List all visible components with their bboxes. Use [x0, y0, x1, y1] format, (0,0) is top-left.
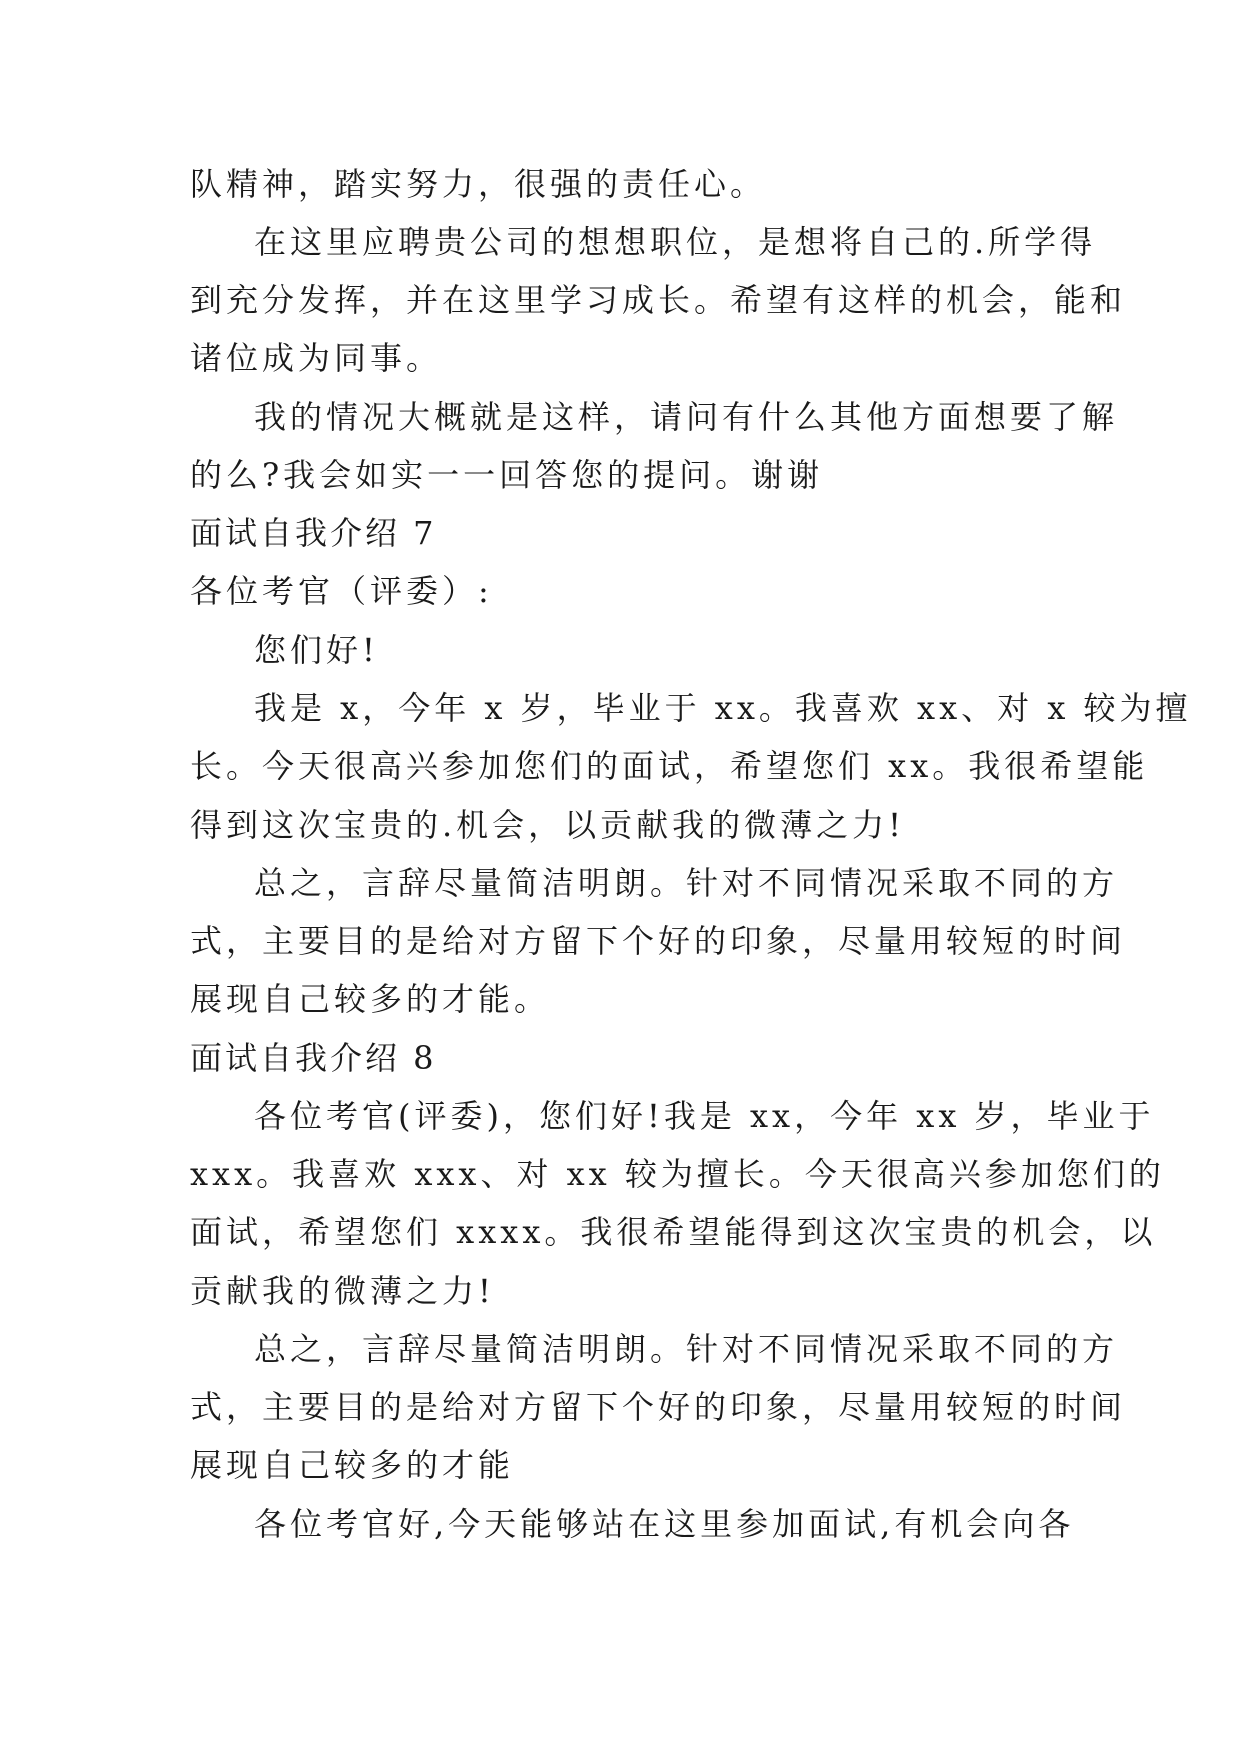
text-line: 在这里应聘贵公司的想想职位，是想将自己的.所学得 — [254, 223, 1097, 261]
text-line: 我的情况大概就是这样，请问有什么其他方面想要了解 — [254, 398, 1119, 436]
text-line: 到充分发挥，并在这里学习成长。希望有这样的机会，能和 — [190, 281, 1127, 319]
text-line: 诸位成为同事。 — [190, 339, 443, 377]
text-line: 总之，言辞尽量简洁明朗。针对不同情况采取不同的方 — [254, 864, 1119, 902]
text-line: 各位考官（评委）: — [190, 572, 493, 610]
text-line: 得到这次宝贵的.机会，以贡献我的微薄之力! — [190, 806, 906, 844]
text-line: 式，主要目的是给对方留下个好的印象，尽量用较短的时间 — [190, 922, 1127, 960]
text-line: 展现自己较多的才能 — [190, 1446, 515, 1484]
text-line: 贡献我的微薄之力! — [190, 1272, 495, 1310]
text-line: 式，主要目的是给对方留下个好的印象，尽量用较短的时间 — [190, 1388, 1127, 1426]
text-line: xxx。我喜欢 xxx、对 xx 较为擅长。今天很高兴参加您们的 — [190, 1155, 1165, 1193]
text-line: 面试，希望您们 xxxx。我很希望能得到这次宝贵的机会，以 — [190, 1213, 1157, 1251]
text-line: 我是 x，今年 x 岁，毕业于 xx。我喜欢 xx、对 x 较为擅 — [254, 689, 1192, 727]
text-line: 各位考官(评委)，您们好!我是 xx，今年 xx 岁，毕业于 — [254, 1097, 1155, 1135]
section-heading: 面试自我介绍 8 — [190, 1039, 437, 1077]
section-heading: 面试自我介绍 7 — [190, 514, 437, 552]
text-line: 总之，言辞尽量简洁明朗。针对不同情况采取不同的方 — [254, 1330, 1119, 1368]
text-line: 展现自己较多的才能。 — [190, 980, 551, 1018]
text-line: 您们好! — [254, 631, 379, 669]
text-line: 长。今天很高兴参加您们的面试，希望您们 xx。我很希望能 — [190, 747, 1149, 785]
text-line: 队精神，踏实努力，很强的责任心。 — [190, 165, 767, 203]
text-line: 的么?我会如实一一回答您的提问。谢谢 — [190, 456, 824, 494]
text-line: 各位考官好,今天能够站在这里参加面试,有机会向各 — [254, 1505, 1075, 1543]
